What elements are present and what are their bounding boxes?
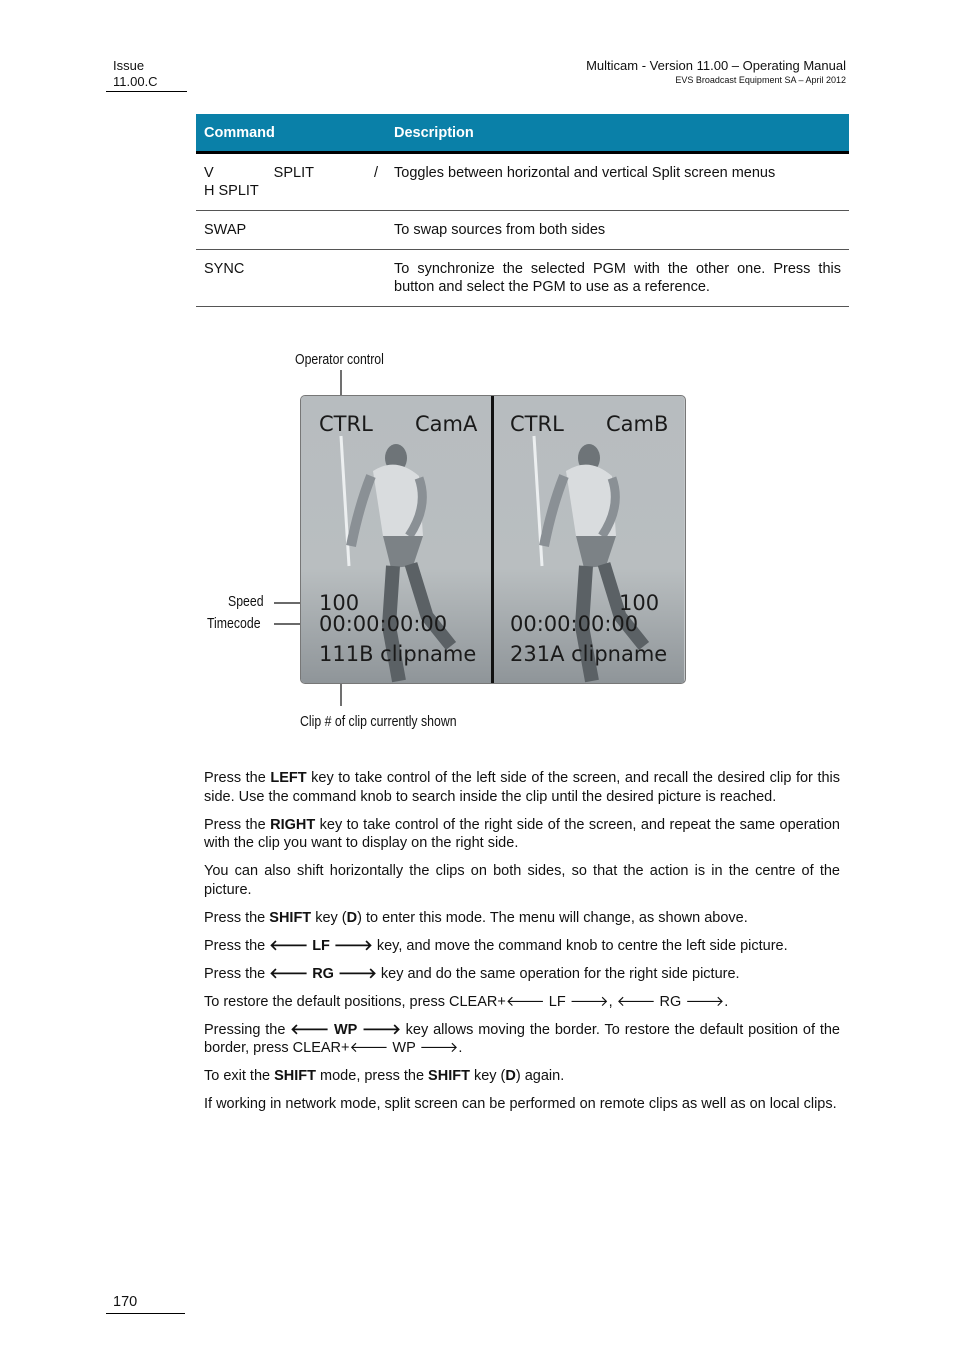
left-ctrl-label: CTRL <box>319 412 373 436</box>
timecode-caption: Timecode <box>207 615 261 632</box>
split-screen-figure <box>300 395 686 684</box>
text-run: Pressing the <box>204 1021 291 1038</box>
command-part: H SPLIT <box>204 183 259 199</box>
key-name: SHIFT <box>274 1068 317 1084</box>
key-name: SHIFT <box>269 909 312 926</box>
text-run: Press the <box>204 770 271 786</box>
issue-number: 11.00.C <box>113 74 158 89</box>
golfer-image <box>301 396 491 683</box>
description-cell: To swap sources from both sides <box>386 211 849 250</box>
column-header-command: Command <box>196 114 386 153</box>
footer-rule <box>106 1313 185 1314</box>
description-cell: To synchronize the selected PGM with the other one. Press this button and select the PGM to use as a reference. <box>386 250 849 307</box>
text-run: Press the <box>204 816 271 833</box>
command-part: SPLIT <box>273 165 314 181</box>
clip-caption: Clip # of clip currently shown <box>300 713 457 730</box>
right-clip-name: 231A clipname <box>510 642 668 666</box>
left-timecode: 00:00:00:00 <box>319 612 448 636</box>
paragraph <box>204 965 840 984</box>
right-timecode: 00:00:00:00 <box>510 612 639 636</box>
right-ctrl-label: CTRL <box>510 412 564 436</box>
left-clip-name: 111B clipname <box>319 642 477 666</box>
issue-label: Issue <box>113 58 145 73</box>
key-name: 🡐 LF 🡒 <box>269 937 373 954</box>
paragraph <box>204 909 840 928</box>
key-name: RIGHT <box>270 816 316 833</box>
paragraph <box>204 1067 840 1086</box>
text-run: key to take control of the right side of the screen, and repeat the same operation with the clip you want to display on the right side. <box>204 816 840 851</box>
command-cell: SYNC <box>196 250 386 307</box>
key-name: 🡐 RG 🡒 <box>269 965 377 982</box>
operator-control-caption: Operator control <box>295 351 384 368</box>
paragraph <box>204 816 840 853</box>
golfer-image <box>494 396 684 683</box>
right-panel <box>494 396 684 683</box>
text-run: key and do the same operation for the right side picture. <box>376 965 740 982</box>
left-panel <box>301 396 491 683</box>
left-speed-value: 100 <box>319 591 360 615</box>
command-part: V <box>204 165 214 181</box>
key-name: LEFT <box>270 770 307 786</box>
command-cell: SWAP <box>196 211 386 250</box>
text-run: ) again. <box>515 1068 565 1084</box>
paragraph: If working in network mode, split screen can be performed on remote clips as well as on local clips. <box>204 1096 837 1112</box>
manual-subtitle: EVS Broadcast Equipment SA – April 2012 <box>675 75 846 85</box>
column-header-description: Description <box>386 114 849 153</box>
text-run: Press the <box>204 965 270 982</box>
text-run: key allows moving the border. To restore the default position of the border, press CLEAR+🡐 WP 🡒. <box>204 1021 840 1056</box>
key-name: 🡐 WP 🡒 <box>290 1021 401 1038</box>
text-run: key ( <box>311 909 347 926</box>
right-cam-label: CamB <box>606 412 669 436</box>
text-run: key, and move the command knob to centre the left side picture. <box>372 937 788 954</box>
body-text <box>204 769 840 1123</box>
paragraph <box>204 769 840 806</box>
right-speed-value: 100 <box>619 591 660 615</box>
paragraph <box>204 1021 840 1058</box>
text-run: To exit the <box>204 1068 275 1084</box>
paragraph: To restore the default positions, press CLEAR+🡐 LF 🡒, 🡐 RG 🡒. <box>204 993 729 1010</box>
text-run: mode, press the <box>316 1068 429 1084</box>
speed-caption: Speed <box>228 593 264 610</box>
key-name: D <box>346 909 358 926</box>
text-run: key to take control of the left side of the screen, and recall the desired clip for this side. Use the command knob to search inside the clip until the desired picture is reached. <box>204 770 841 805</box>
text-run: Press the <box>204 909 270 926</box>
command-part: / <box>373 165 378 181</box>
key-name: SHIFT <box>428 1068 470 1084</box>
manual-title: Multicam - Version 11.00 – Operating Manual <box>586 58 846 73</box>
text-run: Press the <box>204 937 270 954</box>
text-run: key ( <box>469 1068 506 1084</box>
paragraph <box>204 937 840 956</box>
description-cell: Toggles between horizontal and vertical Split screen menus <box>386 153 849 211</box>
key-name: D <box>505 1068 516 1084</box>
paragraph: You can also shift horizontally the clips on both sides, so that the action is in the centre of the picture. <box>204 863 840 898</box>
left-cam-label: CamA <box>415 412 478 436</box>
text-run: ) to enter this mode. The menu will change, as shown above. <box>357 909 748 926</box>
page-number: 170 <box>113 1294 138 1310</box>
